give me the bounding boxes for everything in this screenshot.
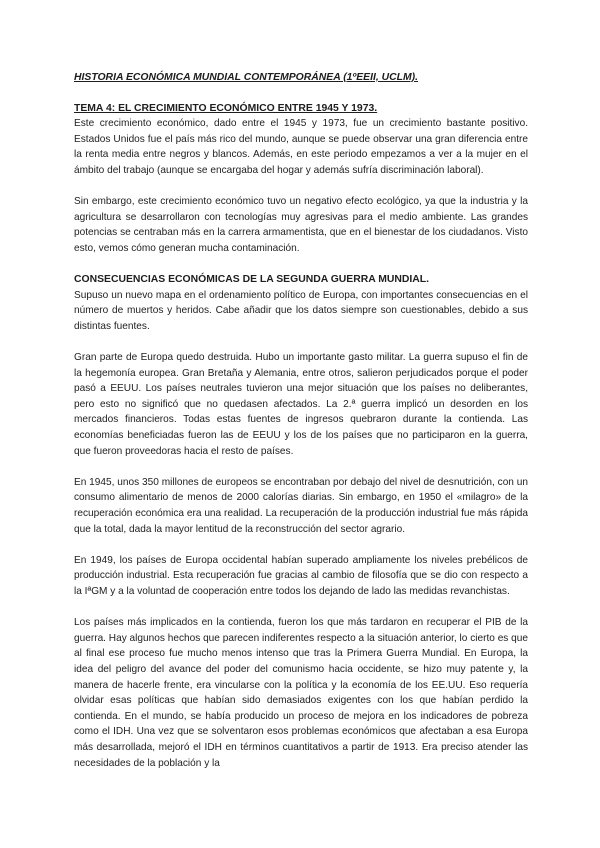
paragraph: Gran parte de Europa quedo destruida. Hubo un importante gasto militar. La guerra supuso el fin de la hegemonía europea. Gran Bretaña y Alemania, entre otros, salieron perjudicados porque el poder pasó a EEUU. Los países neutrales tuvieron una mejor situación que los países no deliberantes, pero esto no significó que no quedasen afectados. La 2.ª guerra implicó un desorden en los mercados financieros. Todas estas fuentes de ingresos quebraron durante la contienda. Las economías beneficiadas fueron las de EEUU y los de los países que no participaron en la guerra, que fueron proveedoras hacia el resto de países. [74, 352, 528, 457]
paragraph: Sin embargo, este crecimiento económico tuvo un negativo efecto ecológico, ya que la industria y la agricultura se desarrollaron con tecnologías muy agresivas para el medio ambiente. Las grandes potencias se centraban más en la carrera armamentista, que en el bienestar de los ciudadanos. Visto esto, vemos cómo generan mucha contaminación. [74, 196, 528, 254]
section-heading-tema-4: TEMA 4: EL CRECIMIENTO ECONÓMICO ENTRE 1945 Y 1973. [74, 102, 378, 114]
paragraph: Los países más implicados en la contienda, fueron los que más tardaron en recuperar el PIB de la guerra. Hay algunos hechos que parecen indiferentes respecto a la situación anterior, lo cierto es que al final ese proceso fue mucho menos intenso que tras la Primera Guerra Mundial. En Europa, la idea del peligro del avance del poder del comunismo hacia occidente, se hizo muy patente y, la manera de hacerle frente, era vincularse con la política y la economía de los EE.UU. Eso requería olvidar esas políticas que habían sido demasiados exigentes con los que habían perdido la contienda. En el mundo, se había producido un proceso de mejora en los indicadores de pobreza como el IDH. Una vez que se solventaron esos problemas económicos que afectaban a esa Europa más desarrollada, mejoró el IDH en términos cuantitativos a partir de 1913. Era preciso atender las necesidades de la población y la [74, 617, 528, 769]
paragraph: En 1945, unos 350 millones de europeos se encontraban por debajo del nivel de desnutrición, con un consumo alimentario de menos de 2000 calorías diarias. Sin embargo, en 1950 el «milagro» de la recuperación económica era una realidad. La recuperación de la producción industrial fue más rápida que la total, dada la mayor lentitud de la reconstrucción del sector agrario. [74, 476, 528, 535]
paragraph: Supuso un nuevo mapa en el ordenamiento político de Europa, con importantes consecuencias en el número de muertos y heridos. Cabe añadir que los datos siempre son cuestionables, debido a sus distintas fuentes. [74, 289, 528, 332]
paragraph: En 1949, los países de Europa occidental habían superado ampliamente los niveles prebélicos de producción industrial. Esta recuperación fue gracias al cambio de filosofía que se dio con respecto a la IªGM y a la voluntad de cooperación entre todos los dejando de lado las medidas revanchistas. [74, 554, 528, 597]
paragraph: Este crecimiento económico, dado entre el 1945 y 1973, fue un crecimiento bastante positivo. Estados Unidos fue el país más rico del mundo, aunque se puede observar una gran diferencia entre la renta media entre negros y blancos. Además, en este periodo empezamos a ver a la mujer en el ámbito del trabajo (aunque se encargaba del hogar y además sufría discriminación laboral). [74, 118, 528, 176]
document-title: HISTORIA ECONÓMICA MUNDIAL CONTEMPORÁNEA (1ºEEII, UCLM). [74, 72, 418, 83]
section-heading-consecuencias: CONSECUENCIAS ECONÓMICAS DE LA SEGUNDA GUERRA MUNDIAL. [74, 274, 430, 286]
